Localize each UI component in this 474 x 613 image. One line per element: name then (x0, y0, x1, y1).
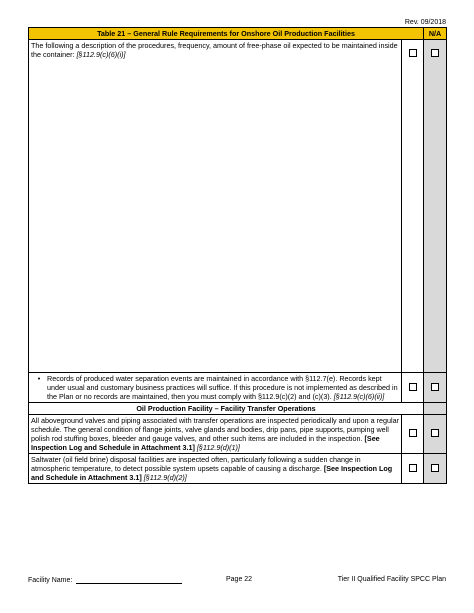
page-number: Page 22 (226, 576, 253, 583)
row-reference: [See Inspection Log and Schedule in Attachment 3.1] (31, 464, 393, 482)
section-title: Oil Production Facility – Facility Transfer Operations (29, 403, 424, 415)
row-free-phase-oil (29, 40, 402, 373)
table-row (29, 373, 447, 403)
facility-name-field[interactable] (76, 576, 182, 584)
table-row (29, 40, 447, 373)
na-header: N/A (424, 28, 447, 40)
row-valve-inspection (29, 415, 402, 454)
yes-cell (402, 415, 424, 454)
row-produced-water-records (29, 373, 402, 403)
revision-label: Rev. 09/2018 (404, 19, 446, 26)
table-row (29, 415, 447, 454)
yes-cell (402, 454, 424, 484)
row-reference: [See Inspection Log and Schedule in Attachment 3.1] (31, 434, 380, 452)
row-text: Records of produced water separation events are maintained in accordance with §112.7(e). Records kept under usual and customary business practices will suffice. If this procedure is not implemented as described in the Plan or no records are maintained, then you must comply with §112.9(c)(2) and (c)(3). (47, 374, 398, 401)
requirements-table (28, 27, 447, 484)
table-row (29, 454, 447, 484)
bullet-icon: • (37, 374, 41, 383)
table-title: Table 21 – General Rule Requirements for Onshore Oil Production Facilities (29, 28, 424, 40)
na-checkbox[interactable] (431, 464, 439, 472)
na-cell (424, 454, 447, 484)
checkbox[interactable] (409, 49, 417, 57)
row-text: Saltwater (oil field brine) disposal facilities are inspected often, particularly following a sudden change in atmospheric temperature, to detect possible system upsets capable of causing a discharge. (31, 455, 361, 473)
yes-cell (402, 373, 424, 403)
na-cell (424, 373, 447, 403)
checkbox[interactable] (409, 464, 417, 472)
na-cell (424, 415, 447, 454)
table-header-row (29, 28, 447, 40)
row-citation: [§112.9(d)(2)] (141, 473, 187, 482)
checkbox[interactable] (409, 383, 417, 391)
row-text: All aboveground valves and piping associated with transfer operations are inspected periodically and upon a regular schedule. The general condition of flange joints, valve glands and bodies, drip pans, pipe supports, pumping well polish rod stuffing boxes, bleeder and gauge valves, and other such items are included in the inspection. (31, 416, 399, 443)
yes-cell (402, 40, 424, 373)
checkbox[interactable] (409, 429, 417, 437)
row-citation: [§112.9(c)(6)(ii)] (333, 392, 385, 401)
plan-title: Tier II Qualified Facility SPCC Plan (337, 576, 446, 583)
facility-name-label: Facility Name: (28, 577, 73, 584)
row-citation: [§112.9(d)(1)] (194, 443, 240, 452)
na-checkbox[interactable] (431, 383, 439, 391)
row-citation: [§112.9(c)(6)(i)] (76, 50, 126, 59)
na-cell (424, 403, 447, 415)
na-checkbox[interactable] (431, 49, 439, 57)
row-saltwater-disposal (29, 454, 402, 484)
section-header-row (29, 403, 447, 415)
na-checkbox[interactable] (431, 429, 439, 437)
na-cell (424, 40, 447, 373)
row-text: The following a description of the procedures, frequency, amount of free-phase oil expected to be maintained inside the container: (31, 41, 398, 59)
